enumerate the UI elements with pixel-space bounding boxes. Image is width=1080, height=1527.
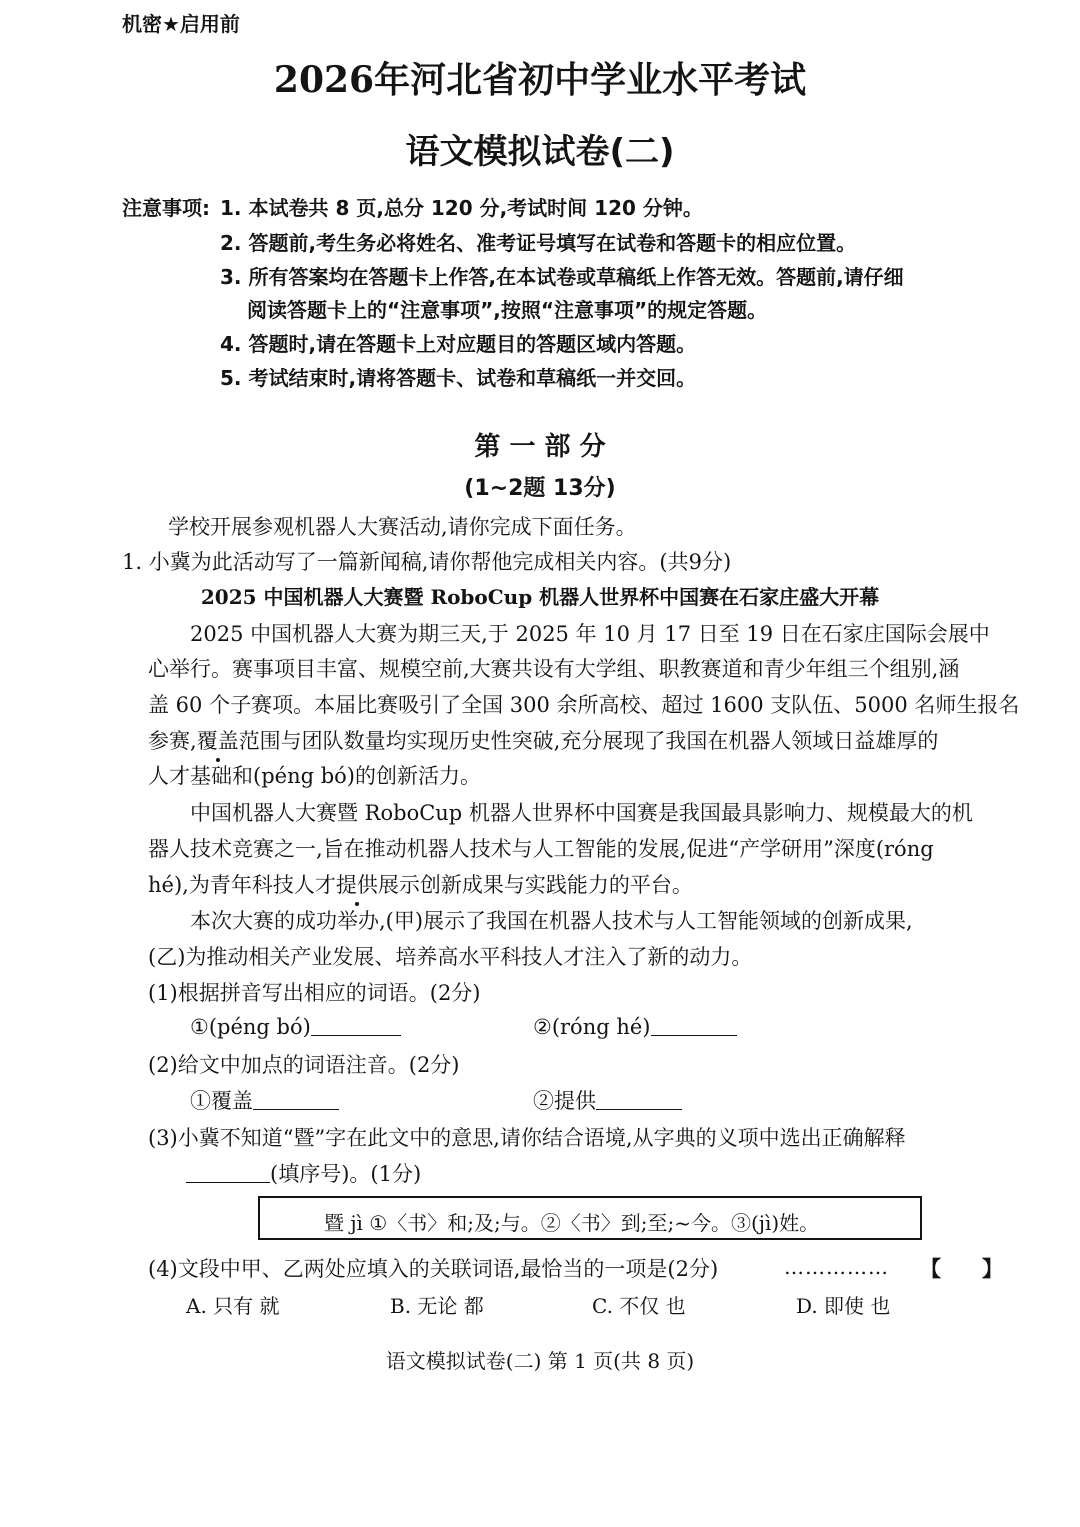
question-1-stem: 1. 小冀为此活动写了一篇新闻稿,请你帮他完成相关内容。(共9分) — [122, 550, 732, 574]
subq2-item-a — [190, 1085, 339, 1115]
note-item-4: 4. 答题时,请在答题卡上对应题目的答题区域内答题。 — [220, 332, 697, 356]
article-p1-line5: 人才基础和(péng bó)的创新活力。 — [148, 764, 481, 788]
article-p1-line4: 参赛,覆盖范围与团队数量均实现历史性突破,充分展现了我国在机器人领域日益雄厚的 — [148, 725, 938, 755]
subq3-stem: (3)小冀不知道“暨”字在此文中的意思,请你结合语境,从字典的义项中选出正确解释 — [148, 1126, 906, 1150]
note-item-3-cont: 阅读答题卡上的“注意事项”,按照“注意事项”的规定答题。 — [247, 298, 768, 322]
note-item-5: 5. 考试结束时,请将答题卡、试卷和草稿纸一并交回。 — [220, 366, 697, 390]
answer-blank-pengbo[interactable] — [311, 1013, 401, 1036]
subq2-a-label: ①覆盖 — [190, 1089, 253, 1113]
dictionary-entry: 暨 jì ①〈书〉和;及;与。②〈书〉到;至;~今。③(jì)姓。 — [324, 1211, 820, 1235]
article-p2-line2: 器人技术竞赛之一,旨在推动机器人技术与人工智能的发展,促进“产学研用”深度(róng — [148, 837, 934, 861]
answer-blank-ji[interactable] — [186, 1160, 270, 1183]
confidential-label: 机密★启用前 — [122, 12, 240, 36]
answer-blank-tigong[interactable] — [596, 1087, 682, 1110]
article-p3-line1: 本次大赛的成功举办,(甲)展示了我国在机器人技术与人工智能领域的创新成果, — [190, 909, 913, 933]
part-range: (1~2题 13分) — [464, 476, 616, 501]
page-footer: 语文模拟试卷(二) 第 1 页(共 8 页) — [385, 1349, 695, 1373]
article-p1-line3: 盖 60 个子赛项。本届比赛吸引了全国 300 余所高校、超过 1600 支队伍、5000 名师生报名 — [148, 693, 1020, 717]
subq2-stem: (2)给文中加点的词语注音。(2分) — [148, 1053, 460, 1077]
answer-blank-ronghe[interactable] — [651, 1013, 737, 1036]
option-c: C. 不仅 也 — [592, 1294, 686, 1318]
article-p2-line1: 中国机器人大赛暨 RoboCup 机器人世界杯中国赛是我国最具影响力、规模最大的机 — [190, 801, 973, 825]
exam-subtitle: 语文模拟试卷(二) — [405, 132, 675, 172]
answer-slot-q4[interactable] — [946, 1254, 982, 1280]
answer-blank-fugai[interactable] — [253, 1087, 339, 1110]
subq3-tail: (填序号)。(1分) — [270, 1162, 422, 1186]
subq1-a-label: ①(péng bó) — [190, 1015, 311, 1039]
note-item-2: 2. 答题前,考生务必将姓名、准考证号填写在试卷和答题卡的相应位置。 — [220, 231, 857, 255]
article-p1-line2: 心举行。赛事项目丰富、规模空前,大赛共设有大学组、职教赛道和青少年组三个组别,涵 — [148, 657, 960, 681]
dot-leader: …………… — [784, 1255, 889, 1279]
answer-bracket-right: 】 — [982, 1257, 1003, 1281]
article-title: 2025 中国机器人大赛暨 RoboCup 机器人世界杯中国赛在石家庄盛大开幕 — [200, 585, 880, 609]
note-item-1: 1. 本试卷共 8 页,总分 120 分,考试时间 120 分钟。 — [220, 196, 703, 220]
subq1-b-label: ②(róng hé) — [533, 1015, 651, 1039]
note-item-3: 3. 所有答案均在答题卡上作答,在本试卷或草稿纸上作答无效。答题前,请仔细 — [220, 265, 904, 289]
dotted-word-fugai: 覆盖 — [197, 725, 239, 755]
notes-label: 注意事项: — [122, 196, 210, 220]
subq1-item-b — [533, 1013, 737, 1039]
answer-bracket-left: 【 — [920, 1257, 941, 1281]
option-a: A. 只有 就 — [186, 1294, 280, 1318]
subq4-stem: (4)文段中甲、乙两处应填入的关联词语,最恰当的一项是(2分) — [148, 1257, 719, 1281]
article-p3-line2: (乙)为推动相关产业发展、培养高水平科技人才注入了新的动力。 — [148, 945, 753, 969]
option-b: B. 无论 都 — [390, 1294, 484, 1318]
option-d: D. 即使 也 — [796, 1294, 891, 1318]
part-intro: 学校开展参观机器人大赛活动,请你完成下面任务。 — [168, 515, 637, 539]
dotted-word-tigong: 提供 — [336, 869, 378, 899]
subq3-tail-line — [186, 1158, 421, 1188]
article-p1-line1: 2025 中国机器人大赛为期三天,于 2025 年 10 月 17 日至 19 日在石家庄国际会展中 — [190, 622, 990, 646]
article-p2-line3: hé),为青年科技人才提供展示创新成果与实践能力的平台。 — [148, 869, 693, 899]
part-title: 第 一 部 分 — [474, 432, 606, 462]
subq1-stem: (1)根据拼音写出相应的词语。(2分) — [148, 981, 481, 1005]
subq1-item-a — [190, 1013, 401, 1039]
exam-title: 2026年河北省初中学业水平考试 — [273, 59, 807, 101]
subq2-b-label: ②提供 — [533, 1089, 596, 1113]
subq2-item-b — [533, 1085, 682, 1115]
